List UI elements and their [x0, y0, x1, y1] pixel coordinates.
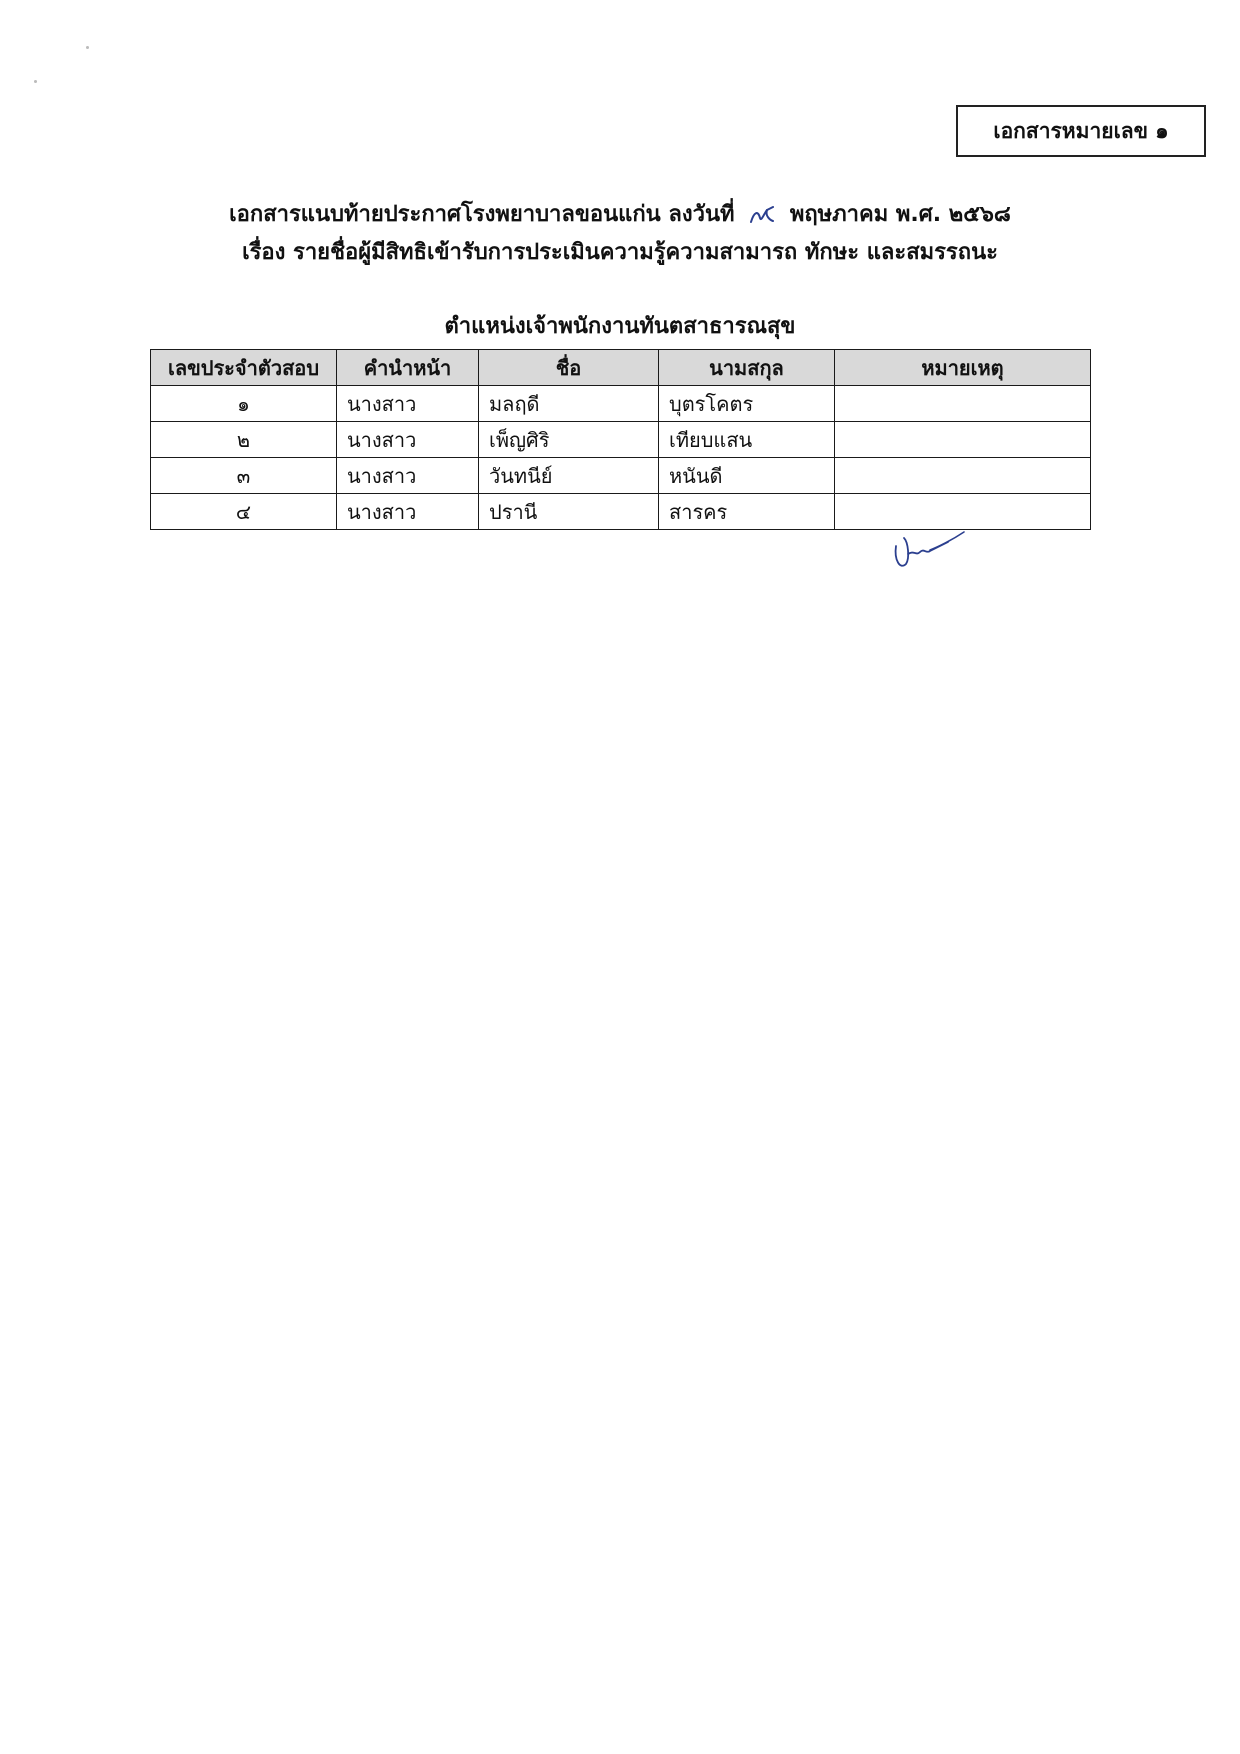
table-row — [151, 386, 1091, 422]
document-number-box — [956, 105, 1206, 157]
cell-remarks — [835, 422, 1091, 458]
cell-first-name: มลฤดี — [479, 386, 659, 422]
cell-remarks — [835, 458, 1091, 494]
header-last-name: นามสกุล — [659, 350, 835, 386]
cell-remarks — [835, 386, 1091, 422]
handwritten-signature — [890, 520, 970, 572]
cell-last-name: สารคร — [659, 494, 835, 530]
cell-exam-id: ๒ — [151, 422, 337, 458]
table-row — [151, 458, 1091, 494]
heading-line-1-suffix: พฤษภาคม พ.ศ. ๒๕๖๘ — [789, 202, 1011, 227]
cell-title-prefix: นางสาว — [337, 458, 479, 494]
cell-exam-id: ๔ — [151, 494, 337, 530]
document-number-label: เอกสารหมายเลข ๑ — [993, 118, 1169, 143]
cell-last-name: เทียบแสน — [659, 422, 835, 458]
cell-title-prefix: นางสาว — [337, 494, 479, 530]
table-header-row — [151, 350, 1091, 386]
scan-speck — [34, 80, 37, 83]
cell-last-name: หนันดี — [659, 458, 835, 494]
header-first-name: ชื่อ — [479, 350, 659, 386]
cell-title-prefix: นางสาว — [337, 422, 479, 458]
cell-first-name: วันทนีย์ — [479, 458, 659, 494]
header-title-prefix: คำนำหน้า — [337, 350, 479, 386]
cell-exam-id: ๑ — [151, 386, 337, 422]
header-exam-id: เลขประจำตัวสอบ — [151, 350, 337, 386]
header-remarks: หมายเหตุ — [835, 350, 1091, 386]
cell-title-prefix: นางสาว — [337, 386, 479, 422]
cell-first-name: เพ็ญศิริ — [479, 422, 659, 458]
heading-line-1 — [0, 196, 1240, 231]
table-row — [151, 422, 1091, 458]
heading-line-2: เรื่อง รายชื่อผู้มีสิทธิเข้ารับการประเมินความรู้ความสามารถ ทักษะ และสมรรถนะ — [242, 240, 998, 265]
cell-exam-id: ๓ — [151, 458, 337, 494]
candidate-table — [150, 349, 1091, 530]
scan-speck — [86, 46, 89, 49]
position-title: ตำแหน่งเจ้าพนักงานทันตสาธารณสุข — [444, 314, 796, 339]
cell-last-name: บุตรโคตร — [659, 386, 835, 422]
heading-line-1-prefix: เอกสารแนบท้ายประกาศโรงพยาบาลขอนแก่น ลงวันที่ — [229, 202, 735, 227]
handwritten-day-mark — [748, 204, 776, 226]
cell-first-name: ปรานี — [479, 494, 659, 530]
